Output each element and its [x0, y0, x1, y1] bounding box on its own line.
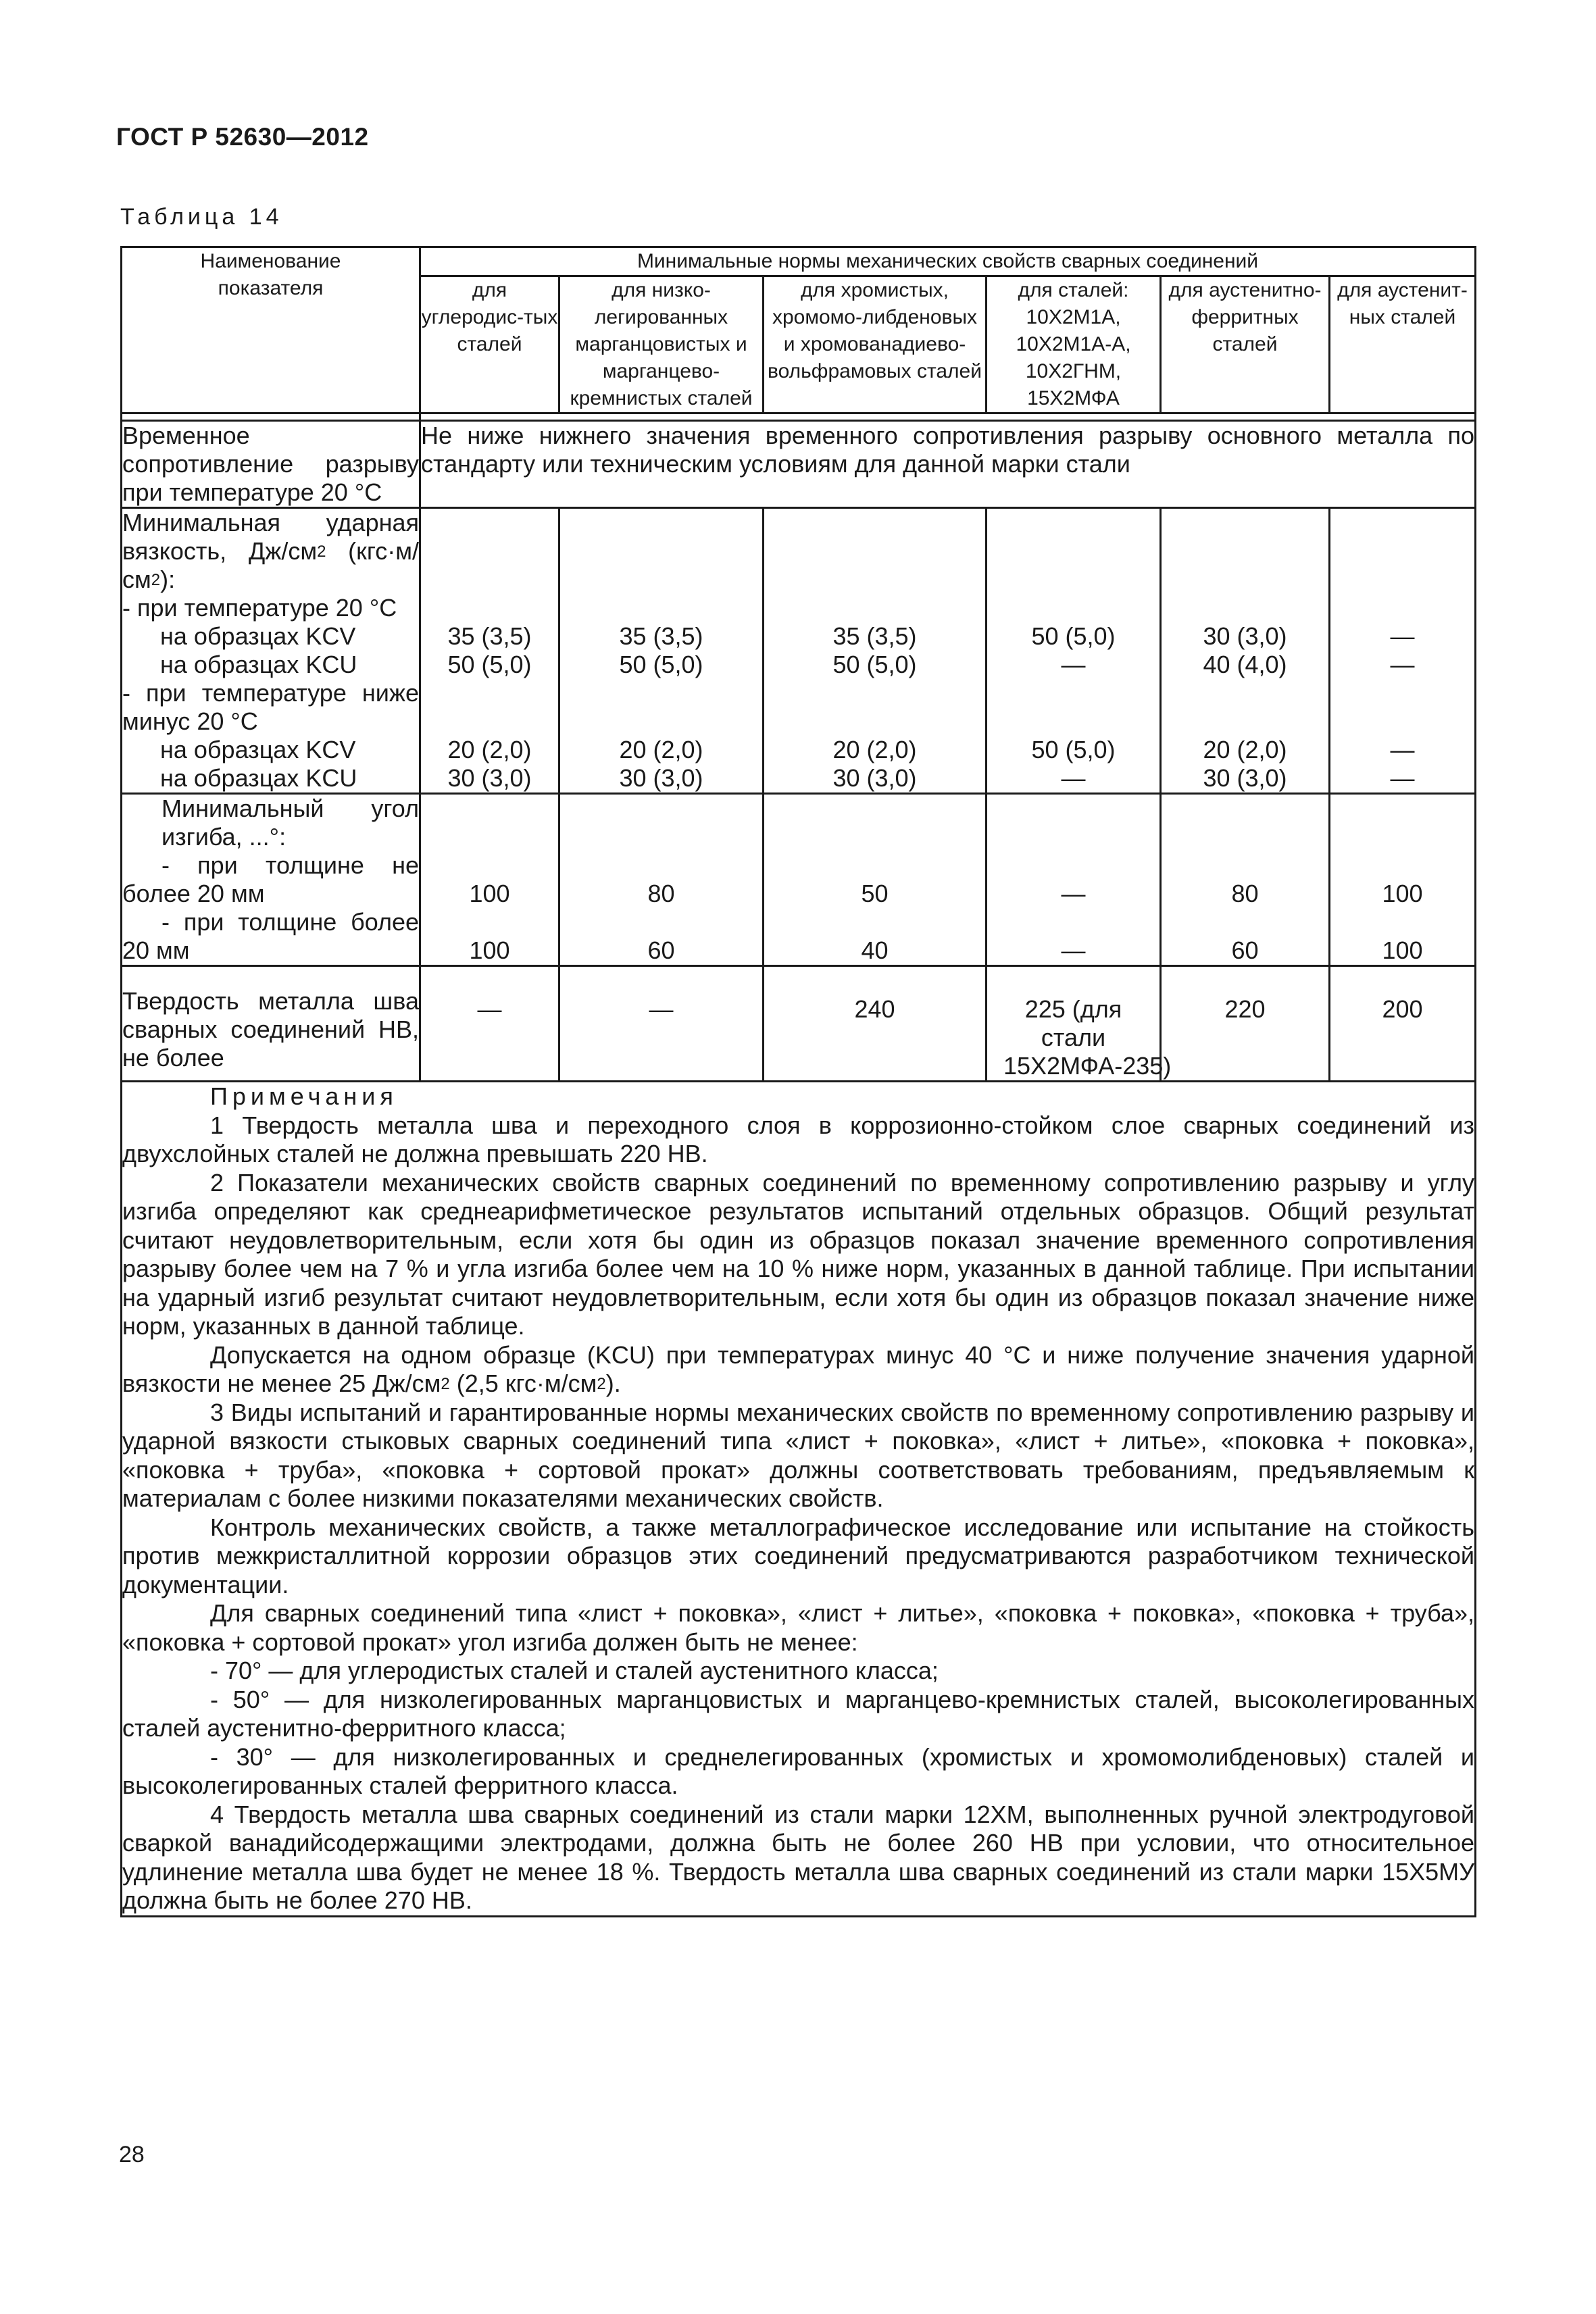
impact-kcv-20: на образцах KCV	[160, 622, 356, 650]
bend-values-col-2	[559, 794, 764, 966]
bend-values-col-6	[1330, 794, 1476, 966]
properties-table	[120, 246, 1476, 1917]
note-1: 1 Твердость металла шва и переходного слоя в коррозионно-стойком слое сварных соединений из двухслойных сталей не должна превышать 220 НВ.	[122, 1111, 1474, 1167]
cell-value: —	[1061, 880, 1086, 907]
cell-value: 30 (3,0)	[832, 764, 917, 792]
standard-header: ГОСТ Р 52630—2012	[116, 123, 369, 151]
cell-value: 50 (5,0)	[1031, 736, 1116, 763]
bend-values-col-5	[1161, 794, 1330, 966]
hardness-value-4: 225 (для стали 15Х2МФА-235)	[987, 966, 1161, 1082]
cell-value: 80	[647, 880, 675, 907]
note-2: 2 Показатели механических свойств сварных соединений по временному сопротивлению разрыву и углу изгиба определяют как среднеарифметическое результатов испытаний отдельных образцов. Общий результат считают неудовлетворительным, если хотя бы один из образцов показал значение временного сопротивления разрыву более чем на 7 % и угла изгиба более чем на 10 % ниже норм, указанных в данной таблице. При испытании на ударный изгиб результат считают неудовлетворительным, если хотя бы один из образцов показал значение ниже норм, указанных в данной таблице.	[122, 1168, 1474, 1340]
note-3b: Контроль механических свойств, а также металлографическое исследование или испытание на стойкость против межкристаллитной коррозии образцов этих соединений предусматриваются разработчиком технической документации.	[122, 1513, 1474, 1599]
impact-kcu-20: на образцах KCU	[160, 651, 357, 678]
bend-label	[122, 794, 420, 966]
note-3c: Для сварных соединений типа «лист + поковка», «лист + литье», «поковка + поковка», «поковка + труба», «поковка + сортовой прокат» угол изгиба должен быть не менее:	[122, 1599, 1474, 1656]
row-impact	[122, 508, 1476, 794]
cell-value: 20 (2,0)	[619, 736, 703, 763]
cell-value: —	[1390, 651, 1415, 678]
cell-value: —	[1061, 651, 1086, 678]
cell-value: —	[1061, 764, 1086, 792]
note-3: 3 Виды испытаний и гарантированные нормы механических свойств по временному сопротивлению разрыву и ударной вязкости стыковых сварных соединений типа «лист + поковка», «лист + литье», «поковка + поковка», «поковка + труба», «поковка + сортовой прокат» должны соответствовать требованиям, предъявляемым к материалам с более низкими показателями механических свойств.	[122, 1398, 1474, 1512]
header-name-text: Наименование показателя	[200, 250, 341, 299]
cell-value: 100	[469, 936, 510, 964]
impact-at-20: - при температуре 20 °С	[122, 594, 397, 622]
bend-thick: - при толщине более 20 мм	[122, 908, 419, 964]
note-4: 4 Твердость металла шва сварных соединений из стали марки 12ХМ, выполненных ручной электродуговой сваркой ванадийсодержащими электродами, должна быть не более 260 НВ при условии, что относительное удлинение металла шва будет не менее 18 %. Твердость металла шва сварных соединений из стали марки 15Х5МУ должна быть не более 270 НВ.	[122, 1800, 1474, 1914]
cell-value: 100	[1382, 936, 1423, 964]
impact-values-col-1	[420, 508, 559, 794]
header-name-cell	[122, 247, 420, 413]
cell-value: 30 (3,0)	[619, 764, 703, 792]
hardness-value-6: 200	[1330, 966, 1476, 1082]
hardness-value-5: 220	[1161, 966, 1330, 1082]
bend-values-col-3	[764, 794, 987, 966]
impact-below-20: - при температуре ниже минус 20 °С	[122, 679, 419, 735]
notes-cell	[122, 1082, 1476, 1917]
page-number: 28	[119, 2142, 145, 2167]
impact-label	[122, 508, 420, 794]
header-col-special-steels: для сталей: 10Х2М1А, 10Х2М1А-А, 10Х2ГНМ, 15Х2МФА	[987, 276, 1161, 413]
note-3f: - 30° — для низколегированных и среднелегированных (хромистых и хромомолибденовых) сталей и высоколегированных сталей ферритного класса.	[122, 1742, 1474, 1799]
hardness-label: Твердость металла шва сварных соединений НВ, не более	[122, 966, 420, 1082]
header-col-low-alloy: для низко-легированных марганцовистых и марганцево-кремнистых сталей	[559, 276, 764, 413]
cell-value: 50 (5,0)	[619, 651, 703, 678]
header-col-chromium: для хромистых, хромомо-либденовых и хромованадиево-вольфрамовых сталей	[764, 276, 987, 413]
cell-value: 35 (3,5)	[447, 622, 532, 650]
row-hardness	[122, 966, 1476, 1082]
impact-kcv-m20: на образцах KCV	[160, 736, 356, 763]
hardness-value-3: 240	[764, 966, 987, 1082]
cell-value: —	[1390, 736, 1415, 763]
cell-value: 20 (2,0)	[832, 736, 917, 763]
table-caption: Таблица 14	[120, 204, 283, 230]
cell-value: 80	[1231, 880, 1259, 907]
cell-value: 60	[1231, 936, 1259, 964]
cell-value: 20 (2,0)	[447, 736, 532, 763]
cell-value: 20 (2,0)	[1203, 736, 1287, 763]
impact-title: Минимальная ударная вязкость, $Дж/см^2$ $(кгс\cdot м/см^2)$:	[122, 509, 419, 593]
cell-value: 50	[861, 880, 889, 907]
notes-title: Примечания	[210, 1082, 398, 1110]
cell-value: 35 (3,5)	[619, 622, 703, 650]
bend-values-col-4	[987, 794, 1161, 966]
header-gap	[122, 413, 1476, 421]
tensile-value: Не ниже нижнего значения временного сопротивления разрыву основного металла по стандарту или техническим условиям для данной марки стали	[420, 421, 1476, 508]
cell-value: 50 (5,0)	[832, 651, 917, 678]
note-2b: Допускается на одном образце (KCU) при температурах минус 40 °С и ниже получение значения ударной вязкости не менее 25 $Дж/см^2$ (2,5 $кгс\cdot м/см^2$).	[122, 1340, 1474, 1397]
bend-title: Минимальный угол изгиба, ...°:	[161, 795, 419, 851]
hardness-value-2: —	[559, 966, 764, 1082]
header-col-austenitic-ferritic: для аустенитно-ферритных сталей	[1161, 276, 1330, 413]
cell-value: 50 (5,0)	[1031, 622, 1116, 650]
cell-value: 40 (4,0)	[1203, 651, 1287, 678]
impact-values-col-5	[1161, 508, 1330, 794]
header-col-austenitic: для аустенит-ных сталей	[1330, 276, 1476, 413]
impact-kcu-m20: на образцах KCU	[160, 764, 357, 792]
impact-values-col-3	[764, 508, 987, 794]
header-row-top	[122, 247, 1476, 276]
bend-values-col-1	[420, 794, 559, 966]
cell-value: 35 (3,5)	[832, 622, 917, 650]
cell-value: 60	[647, 936, 675, 964]
tensile-label: Временное сопротивление разрыву при температуре 20 °С	[122, 421, 420, 508]
hardness-value-1: —	[420, 966, 559, 1082]
impact-values-col-6	[1330, 508, 1476, 794]
cell-value: 100	[469, 880, 510, 907]
row-notes	[122, 1082, 1476, 1917]
cell-value: 100	[1382, 880, 1423, 907]
cell-value: 30 (3,0)	[1203, 764, 1287, 792]
row-bend	[122, 794, 1476, 966]
bend-thin: - при толщине не более 20 мм	[122, 851, 419, 907]
note-3e: - 50° — для низколегированных марганцовистых и марганцево-кремнистых сталей, высоколегированных сталей аустенитно-ферритного класса;	[122, 1685, 1474, 1742]
impact-values-col-4	[987, 508, 1161, 794]
header-col-carbon: для углеродис-тых сталей	[420, 276, 559, 413]
cell-value: 30 (3,0)	[1203, 622, 1287, 650]
impact-values-col-2	[559, 508, 764, 794]
row-tensile	[122, 421, 1476, 508]
cell-value: —	[1061, 936, 1086, 964]
cell-value: 50 (5,0)	[447, 651, 532, 678]
header-group-title: Минимальные нормы механических свойств сварных соединений	[420, 247, 1476, 276]
cell-value: —	[1390, 764, 1415, 792]
cell-value: —	[1390, 622, 1415, 650]
note-3d: - 70° — для углеродистых сталей и сталей аустенитного класса;	[210, 1657, 939, 1684]
cell-value: 30 (3,0)	[447, 764, 532, 792]
cell-value: 40	[861, 936, 889, 964]
